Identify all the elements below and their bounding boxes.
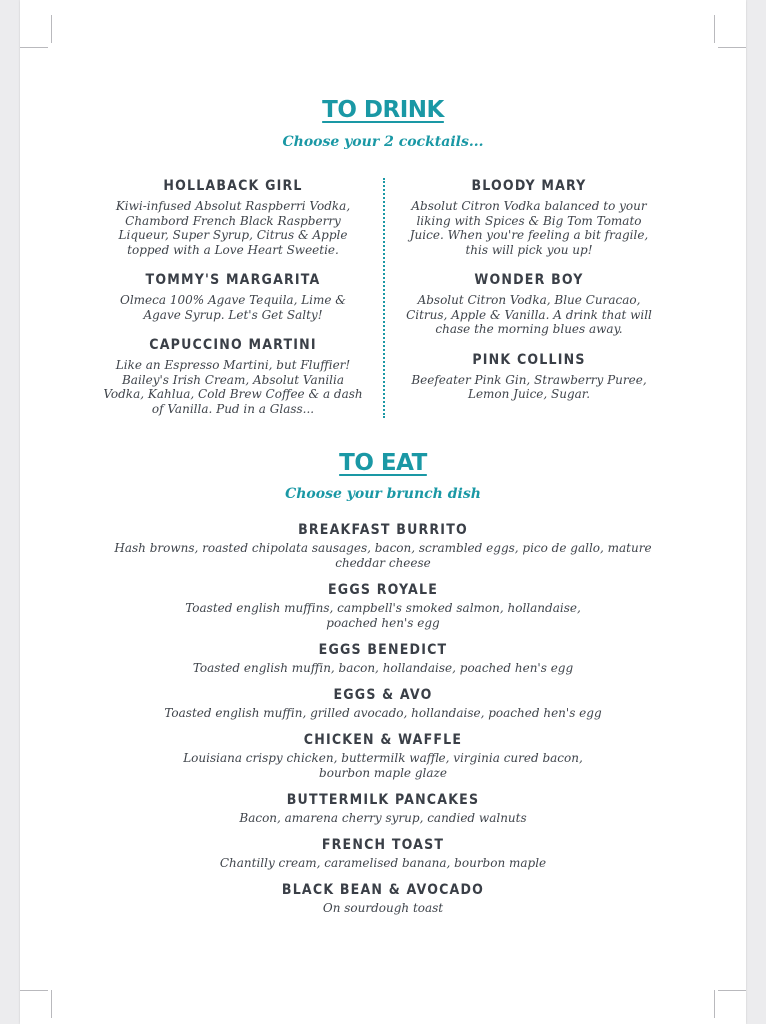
drink-subtitle: Choose your 2 cocktails... — [282, 134, 484, 150]
food-item — [83, 641, 683, 676]
drink-name: WONDER BOY — [474, 272, 584, 288]
dish-name: EGGS ROYALE — [328, 582, 438, 598]
drink-item — [399, 351, 659, 402]
food-item — [83, 581, 683, 631]
dish-description: Bacon, amarena cherry syrup, candied walnuts — [239, 811, 527, 825]
drink-item — [103, 336, 363, 416]
dish-name: CHICKEN & WAFFLE — [303, 732, 463, 748]
drink-item — [103, 271, 363, 322]
menu-page — [20, 0, 746, 1024]
column-divider — [383, 178, 385, 418]
drink-name: CAPUCCINO MARTINI — [149, 337, 317, 353]
drink-description: Olmeca 100% Agave Tequila, Lime & Agave Syrup. Let's Get Salty! — [120, 293, 346, 322]
dish-description: Hash browns, roasted chipolata sausages, bacon, scrambled eggs, pico de gallo, mature cheddar cheese — [114, 541, 652, 570]
dish-description: On sourdough toast — [322, 901, 444, 915]
drink-name: PINK COLLINS — [472, 351, 586, 368]
drink-description: Absolut Citron Vodka balanced to your liking with Spices & Big Tom Tomato Juice. When you're feeling a bit fragile, this will pick you up! — [409, 199, 649, 257]
drink-item — [103, 177, 363, 257]
crop-mark — [51, 990, 52, 1018]
drink-column-left — [103, 177, 363, 430]
drink-description: Like an Espresso Martini, but Fluffier! Bailey's Irish Cream, Absolut Vanilia Vodka, Kahlua, Cold Brew Coffee & a dash of Vanilla. Pud in a Glass... — [103, 358, 363, 416]
crop-mark — [714, 15, 715, 43]
dish-name: FRENCH TOAST — [321, 837, 445, 853]
crop-mark — [718, 990, 746, 991]
crop-mark — [714, 990, 715, 1018]
dish-description: Chantilly cream, caramelised banana, bourbon maple — [219, 856, 547, 870]
crop-mark — [718, 47, 746, 48]
drink-item — [399, 271, 659, 337]
crop-mark — [20, 47, 48, 48]
dish-name: BLACK BEAN & AVOCADO — [281, 882, 485, 898]
dish-name: EGGS & AVO — [333, 687, 433, 703]
drink-title: TO DRINK — [322, 97, 444, 123]
food-item — [83, 791, 683, 826]
food-list — [83, 521, 683, 926]
food-item — [83, 686, 683, 721]
dish-description: Toasted english muffin, grilled avocado, hollandaise, poached hen's egg — [164, 706, 602, 720]
dish-name: BREAKFAST BURRITO — [298, 522, 468, 538]
drink-name: TOMMY'S MARGARITA — [145, 272, 321, 288]
drink-description: Kiwi-infused Absolut Raspberri Vodka, Chambord French Black Raspberry Liqueur, Super Syrup, Citrus & Apple topped with a Love Heart Sweetie. — [115, 199, 351, 257]
dish-name: EGGS BENEDICT — [318, 642, 448, 658]
dish-description: Louisiana crispy chicken, buttermilk waffle, virginia cured bacon, bourbon maple glaze — [183, 751, 583, 780]
food-item — [83, 731, 683, 781]
food-item — [83, 836, 683, 871]
drink-item — [399, 177, 659, 257]
dish-description: Toasted english muffin, bacon, hollandaise, poached hen's egg — [192, 661, 574, 675]
drink-column-right — [399, 177, 659, 416]
food-item — [83, 881, 683, 916]
drink-name: BLOODY MARY — [471, 178, 587, 194]
crop-mark — [20, 990, 48, 991]
drink-name: HOLLABACK GIRL — [163, 178, 303, 194]
eat-subtitle: Choose your brunch dish — [285, 486, 481, 502]
dish-description: Toasted english muffins, campbell's smoked salmon, hollandaise, poached hen's egg — [185, 601, 581, 630]
drink-description: Beefeater Pink Gin, Strawberry Puree, Lemon Juice, Sugar. — [411, 372, 647, 401]
dish-name: BUTTERMILK PANCAKES — [286, 792, 480, 808]
crop-mark — [51, 15, 52, 43]
drink-description: Absolut Citron Vodka, Blue Curacao, Citrus, Apple & Vanilla. A drink that will chase the morning blues away. — [406, 293, 652, 336]
eat-title: TO EAT — [339, 450, 427, 476]
food-item — [83, 521, 683, 571]
